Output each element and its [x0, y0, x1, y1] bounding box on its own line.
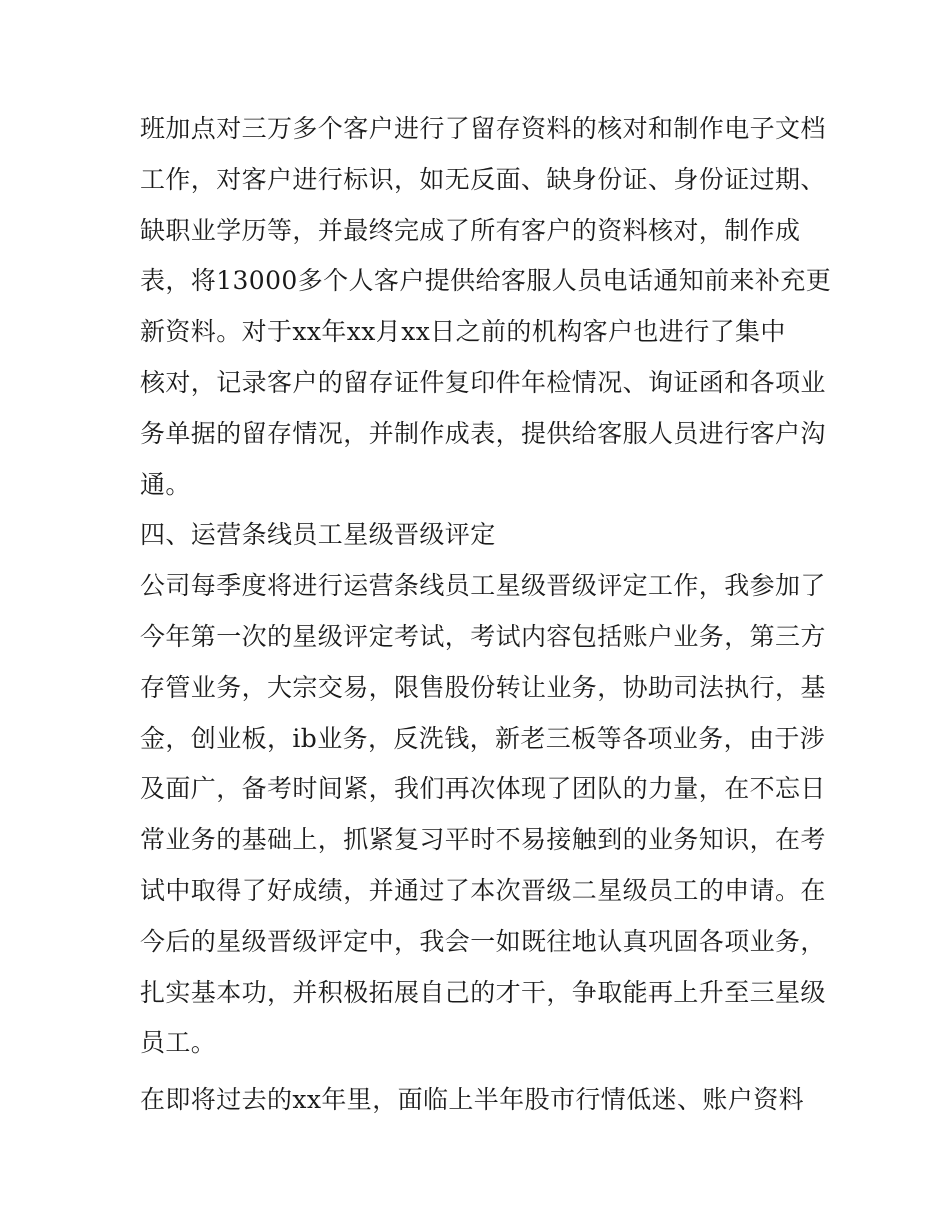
document-body	[140, 104, 832, 1126]
text-line: 新资料。对于xx年xx月xx日之前的机构客户也进行了集中	[140, 317, 786, 347]
text-line: 常业务的基础上，抓紧复习平时不易接触到的业务知识，在考	[140, 825, 826, 855]
text-line: 务单据的留存情况，并制作成表，提供给客服人员进行客户沟	[140, 418, 826, 448]
text-line: 工作，对客户进行标识，如无反面、缺身份证、身份证过期、	[140, 164, 826, 194]
text-line: 班加点对三万多个客户进行了留存资料的核对和制作电子文档	[140, 114, 826, 143]
text-line: 金，创业板，ib业务，反洗钱，新老三板等各项业务，由于涉	[140, 723, 826, 753]
text-line: 通。	[140, 469, 191, 499]
text-line: 试中取得了好成绩，并通过了本次晋级二星级员工的申请。在	[140, 875, 826, 905]
text-line: 及面广，备考时间紧，我们再次体现了团队的力量，在不忘日	[140, 774, 826, 804]
text-line: 今后的星级晋级评定中，我会一如既往地认真巩固各项业务，	[140, 926, 826, 956]
text-line: 表，将13000多个人客户提供给客服人员电话通知前来补充更	[140, 266, 832, 296]
text-line: 今年第一次的星级评定考试，考试内容包括账户业务，第三方	[140, 621, 826, 651]
text-line: 扎实基本功，并积极拓展自己的才干，争取能再上升至三星级	[140, 977, 826, 1007]
text-line: 公司每季度将进行运营条线员工星级晋级评定工作，我参加了	[140, 571, 826, 601]
text-line: 缺职业学历等，并最终完成了所有客户的资料核对，制作成	[140, 215, 801, 245]
text-line: 员工。	[140, 1028, 217, 1058]
section-heading: 四、运营条线员工星级晋级评定	[140, 520, 496, 550]
text-line: 存管业务，大宗交易，限售股份转让业务，协助司法执行，基	[140, 672, 826, 702]
text-line: 核对，记录客户的留存证件复印件年检情况、询证函和各项业	[140, 367, 826, 397]
text-line: 在即将过去的xx年里，面临上半年股市行情低迷、账户资料	[140, 1085, 805, 1115]
